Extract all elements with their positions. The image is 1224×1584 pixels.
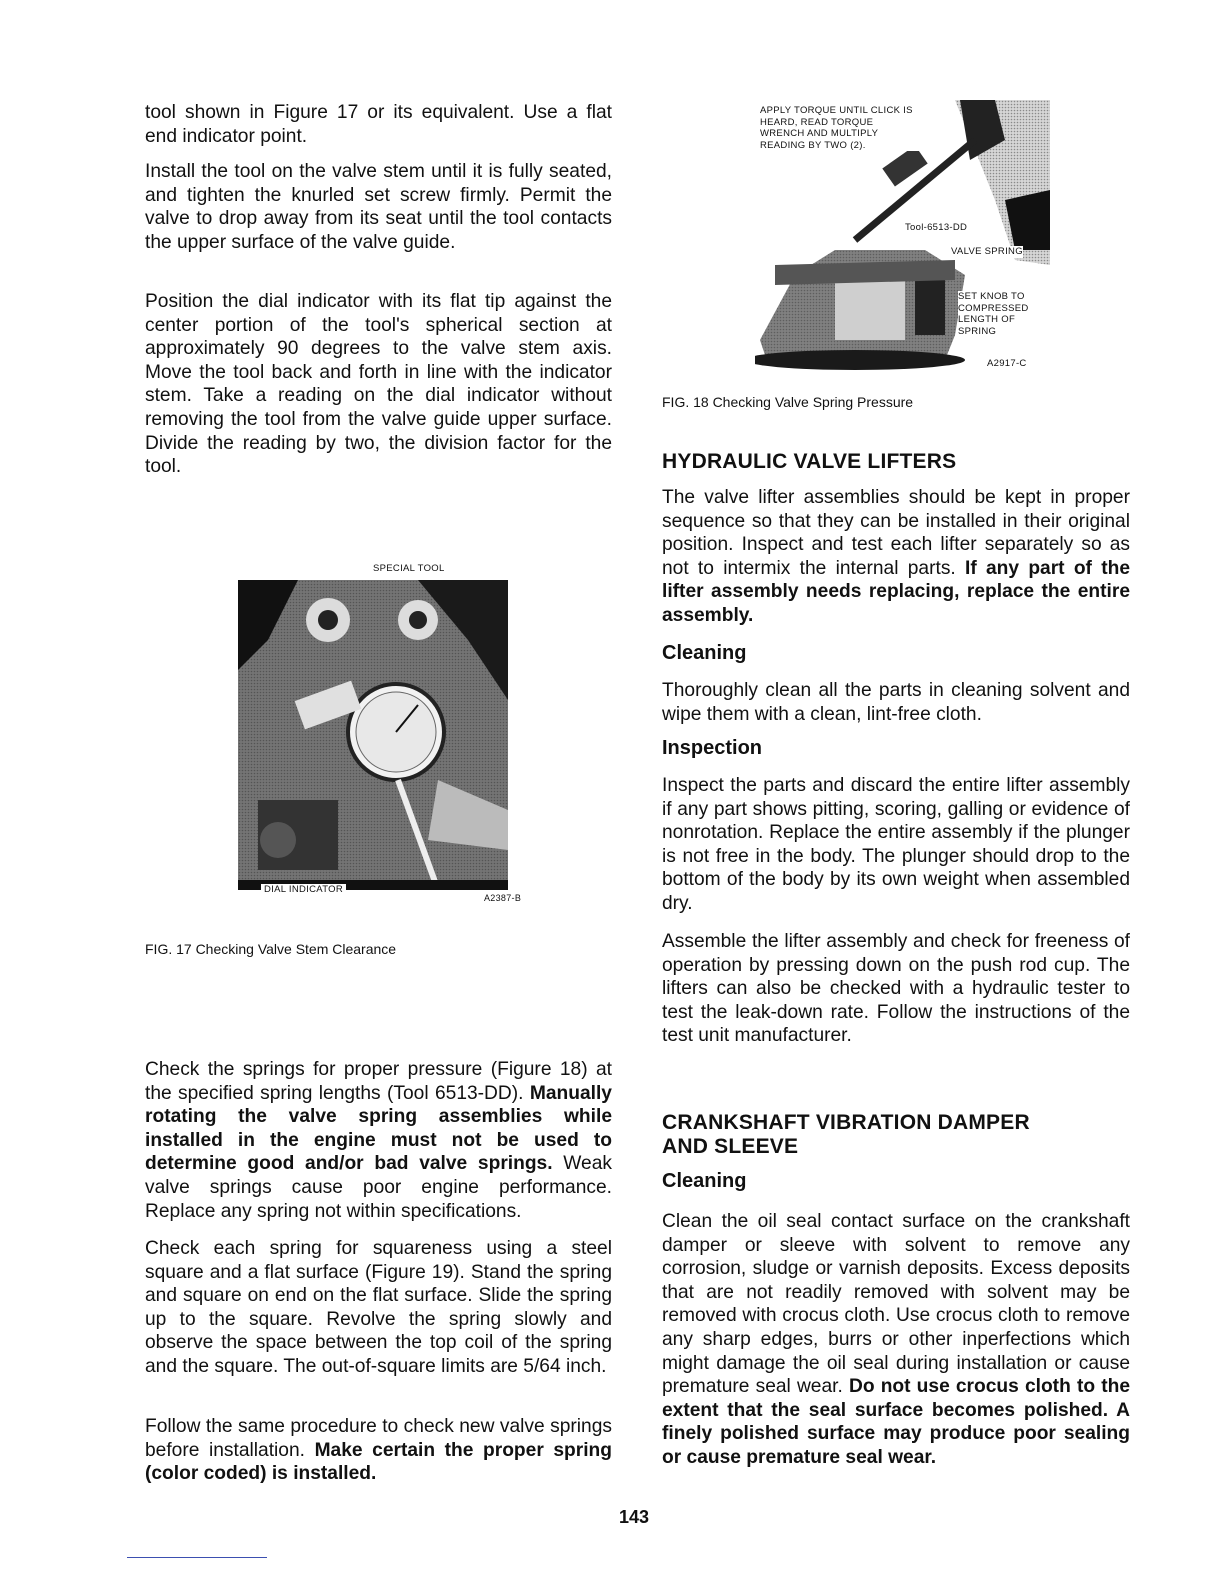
fig18-label-set-knob: SET KNOB TO COMPRESSED LENGTH OF SPRING — [958, 291, 1053, 337]
fig17-label-special-tool: SPECIAL TOOL — [373, 563, 445, 574]
heading-crankshaft-damper-line2: AND SLEEVE — [662, 1135, 799, 1158]
paragraph-assemble-lifter: Assemble the lifter assembly and check for freeness of operation by pressing down on the push rod cup. The lifters can also be checked with a hydraulic tester to test the leak-down rate. Follow the instructions of the test unit manufacturer. — [662, 931, 1130, 1047]
heading-inspection: Inspection — [662, 737, 763, 759]
heading-cleaning: Cleaning — [662, 642, 747, 664]
fig17-photo — [238, 580, 508, 890]
paragraph-inspection: Inspect the parts and discard the entire lifter assembly if any part shows pitting, scoring, galling or evidence of nonrotation. Replace the entire assembly if the plunger is not free in the body. The plunger should drop to the bottom of the body by its own weight when assembled dry. — [662, 775, 1130, 914]
fig18-label-valve-spring: VALVE SPRING — [951, 246, 1023, 257]
paragraph-tool-intro: tool shown in Figure 17 or its equivalent. Use a flat end indicator point. — [145, 102, 612, 147]
lifters-warning: If any part of the lifter assembly needs replacing, replace the entire assembly. — [662, 557, 1130, 626]
page-number: 143 — [619, 1507, 650, 1527]
damper-warning: Do not use crocus cloth to the extent that the seal surface becomes polished. A finely polished surface may produce poor sealing or cause premature seal wear. — [662, 1376, 1130, 1468]
paragraph-new-springs — [145, 1415, 612, 1486]
fig18-label-tool: Tool-6513-DD — [905, 222, 968, 233]
check-springs-text: Check the springs for proper pressure (Figure 18) at the specified spring lengths (Tool 6513-DD). — [145, 1059, 612, 1104]
paragraph-dial-indicator: Position the dial indicator with its flat tip against the center portion of the tool's spherical section at approximately 90 degrees to the valve stem axis. Move the tool back and forth in line with the indicator stem. Take a reading on the dial indicator without removing the tool from the valve guide upper surface. Divide the reading by two, the division factor for the tool. — [145, 291, 612, 478]
paragraph-damper-cleaning — [662, 1210, 1130, 1470]
check-springs-text-end: Weak valve springs cause poor engine performance. Replace any spring not within specifications. — [145, 1153, 612, 1222]
figure-17 — [238, 560, 538, 905]
paragraph-install-tool: Install the tool on the valve stem until it is fully seated, and tighten the knurled set screw firmly. Permit the valve to drop away from its seat until the tool contacts the upper surface of the valve guide. — [145, 161, 612, 253]
paragraph-check-springs — [145, 1058, 612, 1223]
damper-text: Clean the oil seal contact surface on the crankshaft damper or sleeve with solvent to remove any corrosion, sludge or varnish deposits. Excess deposits that are not readily removed with solvent may be removed with crocus cloth. Use crocus cloth to remove any sharp edges, burrs or other inperfections which might damage the oil seal during installation or cause premature seal wear. — [662, 1211, 1130, 1398]
check-springs-warning: Manually rotating the valve spring assemblies while installed in the engine must not be used to determine good and/or bad valve springs. — [145, 1082, 612, 1175]
figure-18 — [755, 100, 1055, 375]
fig17-code: A2387-B — [484, 893, 522, 903]
fig17-label-dial-indicator: DIAL INDICATOR — [261, 884, 346, 896]
fig18-label-apply-torque: APPLY TORQUE UNTIL CLICK IS HEARD, READ TORQUE WRENCH AND MULTIPLY READING BY TWO (2). — [760, 105, 920, 151]
paragraph-squareness: Check each spring for squareness using a steel square and a flat surface (Figure 19). Stand the spring and square on end on the flat surface. Slide the spring up to the square. Revolve the spring slowly and observe the space between the top coil of the spring and the square. The out-of-square limits are 5/64 inch. — [145, 1238, 612, 1377]
new-springs-text: Follow the same procedure to check new valve springs before installation. — [145, 1416, 612, 1461]
paragraph-cleaning: Thoroughly clean all the parts in cleaning solvent and wipe them with a clean, lint-free cloth. — [662, 680, 1130, 725]
new-springs-warning: Make certain the proper spring (color coded) is installed. — [145, 1439, 612, 1485]
heading-hydraulic-valve-lifters: HYDRAULIC VALVE LIFTERS — [662, 450, 957, 473]
heading-crankshaft-damper-line1: CRANKSHAFT VIBRATION DAMPER — [662, 1111, 1030, 1134]
fig17-caption: FIG. 17 Checking Valve Stem Clearance — [145, 941, 397, 957]
heading-cleaning-damper: Cleaning — [662, 1170, 747, 1192]
footer-divider — [127, 1557, 267, 1558]
fig18-caption: FIG. 18 Checking Valve Spring Pressure — [662, 394, 914, 410]
lifters-text: The valve lifter assemblies should be kept in proper sequence so that they can be installed in their original position. Inspect and test each lifter separately so as not to intermix the internal parts. — [662, 487, 1130, 579]
fig18-code: A2917-C — [987, 358, 1027, 369]
paragraph-lifters — [662, 486, 1130, 628]
